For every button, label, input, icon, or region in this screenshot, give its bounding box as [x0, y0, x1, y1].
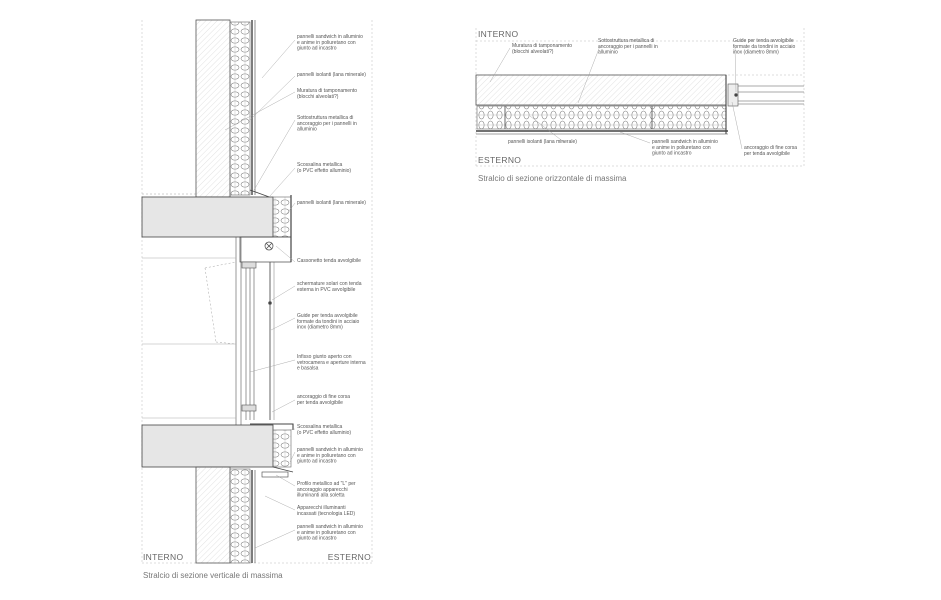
label-h-sandwich-panel: [652, 139, 718, 157]
upper-floor-slab: [142, 194, 291, 262]
interior-reference-lines: [142, 258, 236, 418]
label-line: (o PVC effetto alluminio): [297, 167, 352, 174]
label-line: pannelli isolanti (lana minerale): [297, 72, 366, 78]
label-sandwich-panel-middle: [297, 447, 363, 465]
label-line: pannelli isolanti (lana minerale): [508, 139, 577, 145]
horizontal-masonry-wall: [476, 75, 726, 105]
label-line: alluminio: [598, 49, 618, 56]
label-line: giunto ad incastro: [297, 45, 337, 52]
label-line: pannelli sandwich in alluminio: [297, 34, 363, 40]
label-h-masonry: [512, 43, 572, 55]
label-h-insulation: [508, 139, 577, 145]
roller-blind-box: [240, 237, 291, 262]
label-blind-guides: [297, 313, 359, 331]
label-window-frame: [297, 354, 366, 372]
horizontal-insulation: [477, 106, 726, 129]
label-h-substructure: [598, 38, 658, 56]
label-line: Profilo metallico ad "L" per: [297, 481, 356, 487]
label-h-blind-guides: [733, 38, 795, 56]
label-line: (blocchi alveolati?): [297, 93, 339, 100]
upper-insulation: [230, 22, 250, 195]
label-line: e anime in poliuretano con: [297, 452, 356, 459]
label-line: Infisso giunto aperto con: [297, 354, 352, 360]
label-line: e anime in poliuretano con: [652, 144, 711, 151]
label-flashing-upper: [297, 162, 351, 174]
vertical-side-interior: INTERNO: [143, 552, 184, 562]
label-sandwich-panel-upper: [297, 34, 363, 52]
label-line: Muratura di tamponamento: [512, 43, 573, 49]
label-line: pannelli isolanti (lana minerale): [297, 200, 366, 206]
label-line: illuminanti alla soletta: [297, 492, 345, 499]
label-line: Scossalina metallica: [297, 424, 343, 430]
label-line: ancoraggio di fine corsa: [297, 394, 351, 400]
label-line: formate da tondini in acciaio: [733, 43, 796, 50]
label-substructure-upper: [297, 115, 357, 133]
lower-masonry-wall: [196, 467, 288, 563]
label-line: (blocchi alveolati?): [512, 48, 554, 55]
horizontal-side-exterior: ESTERNO: [478, 155, 522, 165]
label-line: esterna in PVC avvolgibile: [297, 286, 356, 293]
label-h-end-stop-anchor: [744, 145, 797, 157]
horizontal-blind-guide: [728, 84, 804, 106]
label-line: incassati (tecnologia LED): [297, 510, 356, 517]
label-line: Scossalina metallica: [297, 162, 343, 168]
horizontal-side-interior: INTERNO: [478, 29, 519, 39]
label-line: Sottostruttura metallica di: [598, 38, 655, 44]
label-line: giunto ad incastro: [297, 458, 337, 465]
horizontal-section-caption: Stralcio di sezione orizzontale di massima: [478, 174, 627, 183]
label-l-profile: [297, 481, 356, 499]
label-sandwich-panel-lower: [297, 524, 363, 542]
label-line: Guide per tenda avvolgibile: [297, 313, 358, 319]
label-line: ancoraggio per i pannelli in: [297, 120, 357, 127]
label-line: inox (diametro 8mm): [733, 49, 779, 56]
label-end-stop-anchor: [297, 394, 350, 406]
label-led-lights: [297, 505, 355, 517]
label-line: pannelli sandwich in alluminio: [297, 524, 363, 530]
label-line: vetrocamera e aperture interna: [297, 359, 366, 366]
window-opening-swing: [205, 262, 236, 344]
label-line: pannelli sandwich in alluminio: [297, 447, 363, 453]
vertical-section: [142, 20, 372, 580]
label-line: Muratura di tamponamento: [297, 88, 358, 94]
window-frame: [236, 237, 274, 425]
label-flashing-lower: [297, 424, 351, 436]
label-line: schermature solari con tenda: [297, 281, 362, 287]
label-line: Sottostruttura metallica di: [297, 115, 354, 121]
label-insulation-slab: [297, 200, 366, 206]
upper-masonry-wall: [196, 20, 230, 197]
label-line: alluminio: [297, 126, 317, 133]
label-line: giunto ad incastro: [297, 535, 337, 542]
label-line: ancoraggio apparecchi: [297, 486, 348, 493]
label-line: ancoraggio di fine corsa: [744, 145, 798, 151]
label-line: Guide per tenda avvolgibile: [733, 38, 794, 44]
label-line: e anime in poliuretano con: [297, 39, 356, 46]
vertical-side-exterior: ESTERNO: [327, 552, 371, 562]
label-masonry-upper: [297, 88, 357, 100]
horizontal-section: [476, 28, 804, 183]
label-line: formate da tondini in acciaio: [297, 318, 360, 325]
vertical-section-caption: Stralcio di sezione verticale di massima: [143, 571, 283, 580]
label-line: e anime in poliuretano con: [297, 529, 356, 536]
label-line: inox (diametro 8mm): [297, 324, 343, 331]
label-line: Apparecchi illuminanti: [297, 505, 346, 511]
label-line: pannelli sandwich in alluminio: [652, 139, 718, 145]
label-solar-shading: [297, 281, 362, 293]
label-line: e basalsa: [297, 365, 319, 372]
label-line: per tenda avvolgibile: [744, 150, 790, 157]
label-line: per tenda avvolgibile: [297, 399, 343, 406]
label-roller-box: [297, 258, 361, 264]
lower-floor-slab: [142, 424, 293, 472]
label-insulation-upper: [297, 72, 366, 78]
label-line: giunto ad incastro: [652, 150, 692, 157]
vertical-labels: [297, 34, 366, 542]
label-line: (o PVC effetto alluminio): [297, 429, 352, 436]
label-line: Cassonetto tenda avvolgibile: [297, 258, 361, 264]
label-line: ancoraggio per i pannelli in: [598, 43, 658, 50]
